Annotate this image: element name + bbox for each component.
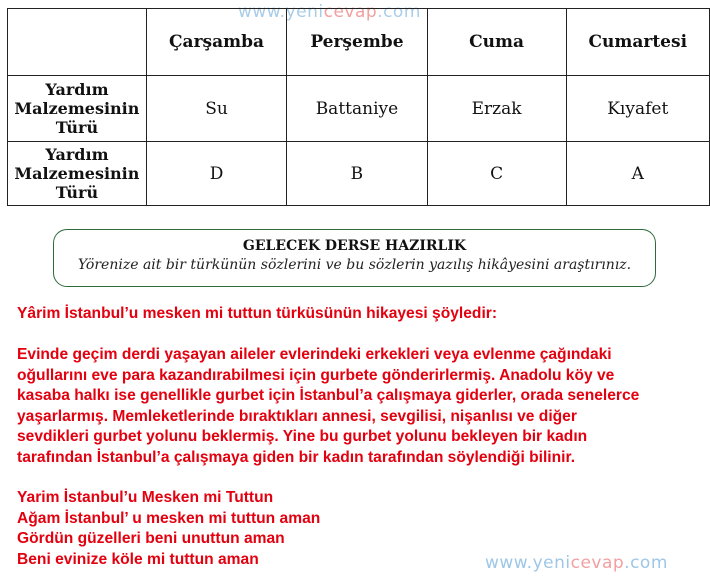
watermark-top: www.yenicevap.com (238, 2, 421, 22)
prep-title: GELECEK DERSE HAZIRLIK (242, 238, 467, 254)
day-header: Cuma (427, 9, 566, 76)
table-row (8, 142, 710, 206)
table-cell: C (427, 142, 566, 206)
prep-box (53, 229, 656, 287)
table-row (8, 76, 710, 142)
table-cell: Erzak (427, 76, 566, 142)
table-cell: Su (146, 76, 286, 142)
day-header: Cumartesi (566, 9, 709, 76)
aid-table (7, 8, 710, 206)
row-header: Yardım Malzemesinin Türü (8, 76, 147, 142)
corner-cell (8, 9, 147, 76)
table-cell: D (146, 142, 286, 206)
answer-intro: Yârim İstanbul’u mesken mi tuttun türküsünün hikayesi şöyledir: (17, 305, 498, 322)
answer-lyrics: Yarim İstanbul’u Mesken mi Tuttun Ağam İstanbul’ u mesken mi tuttun aman Gördün güzelleri beni unuttun aman Beni evinize köle mi tuttun aman (17, 489, 321, 568)
table-cell: Battaniye (287, 76, 427, 142)
prep-text: Yörenize ait bir türkünün sözlerini ve bu sözlerin yazılış hikâyesini araştırınız. (77, 257, 632, 273)
table-cell: B (287, 142, 427, 206)
day-header: Çarşamba (146, 9, 286, 76)
table-cell: Kıyafet (566, 76, 709, 142)
table-header-row (8, 9, 710, 76)
watermark-bottom: www.yenicevap.com (485, 553, 668, 573)
table-cell: A (566, 142, 709, 206)
answer-story: Evinde geçim derdi yaşayan aileler evlerindeki erkekleri veya evlenme çağındaki oğullarını eve para kazandırabilmesi için gurbete gönderirlermiş. Anadolu köy ve kasaba halkı ise genellikle gurbet için İstanbul’a çalışmaya giderler, orada senelerce yaşarlarmış. Memleketlerinde bıraktıkları annesi, sevgilisi, nişanlısı ve diğer sevdikleri gurbet yolunu beklermiş. Yine bu gurbet yolunu bekleyen bir kadın tarafından İstanbul’a çalışmaya giden bir kadın tarafından söylendiği bilinir. (17, 346, 640, 466)
day-header: Perşembe (287, 9, 427, 76)
row-header: Yardım Malzemesinin Türü (8, 142, 147, 206)
